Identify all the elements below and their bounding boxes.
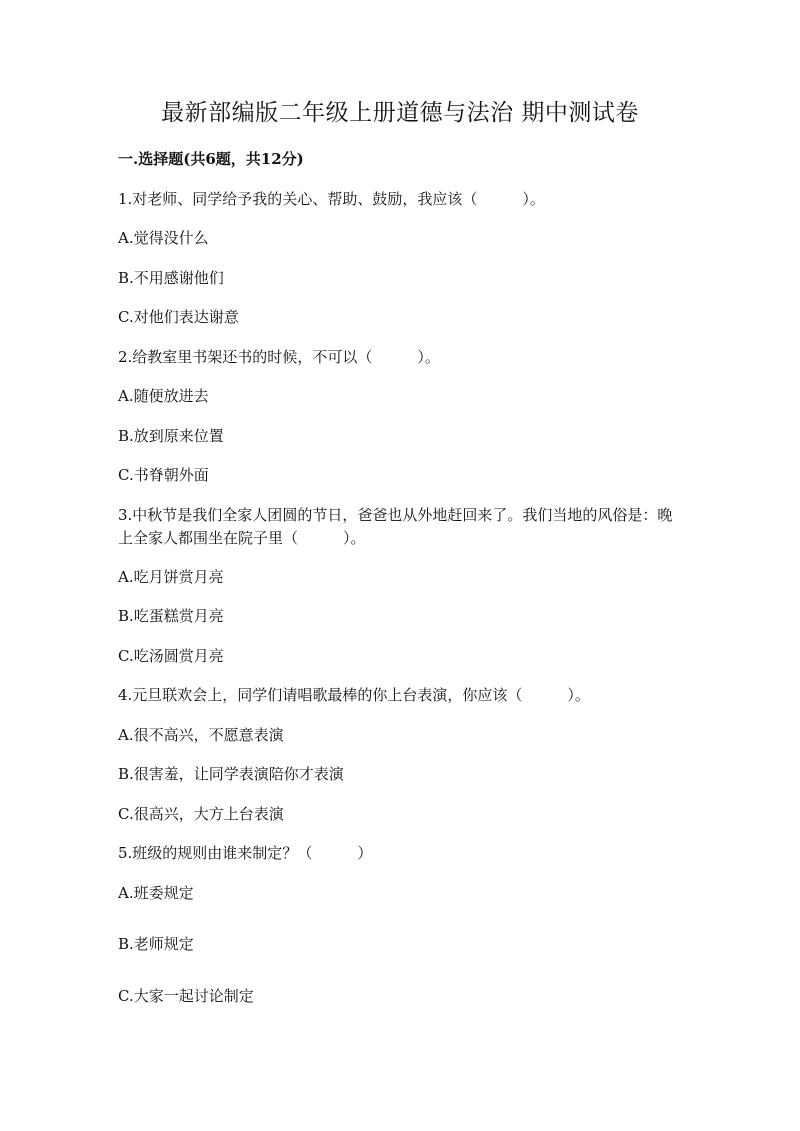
answer-option: B.放到原来位置	[118, 427, 224, 445]
answer-option: B.不用感谢他们	[118, 269, 224, 287]
answer-option: A.吃月饼赏月亮	[118, 568, 224, 586]
page-title: 最新部编版二年级上册道德与法治 期中测试卷	[161, 100, 639, 126]
answer-option: B.很害羞，让同学表演陪你才表演	[118, 765, 344, 783]
answer-option: A.班委规定	[118, 884, 194, 902]
section-heading: 一.选择题(共6题，共12分)	[118, 150, 304, 168]
answer-option: A.随便放进去	[118, 387, 209, 405]
question-stem: 2.给教室里书架还书的时候，不可以（ ）。	[118, 348, 440, 366]
answer-option: B.吃蛋糕赏月亮	[118, 607, 224, 625]
question-stem: 1.对老师、同学给予我的关心、帮助、鼓励，我应该（ ）。	[118, 190, 545, 208]
answer-option: B.老师规定	[118, 935, 194, 953]
answer-option: C.很高兴，大方上台表演	[118, 805, 284, 823]
question-stem: 3.中秋节是我们全家人团圆的节日，爸爸也从外地赶回来了。我们当地的风俗是：晚上全家人都围坐在院子里（ ）。	[118, 506, 673, 547]
answer-option: C.吃汤圆赏月亮	[118, 647, 224, 665]
answer-option: A.很不高兴，不愿意表演	[118, 726, 284, 744]
answer-option: C.书脊朝外面	[118, 466, 209, 484]
answer-option: C.对他们表达谢意	[118, 308, 239, 326]
answer-option: A.觉得没什么	[118, 229, 209, 247]
question-stem: 4.元旦联欢会上，同学们请唱歌最棒的你上台表演，你应该（ ）。	[118, 686, 590, 704]
question-stem: 5.班级的规则由谁来制定？（ ）	[118, 844, 373, 862]
answer-option: C.大家一起讨论制定	[118, 987, 254, 1005]
